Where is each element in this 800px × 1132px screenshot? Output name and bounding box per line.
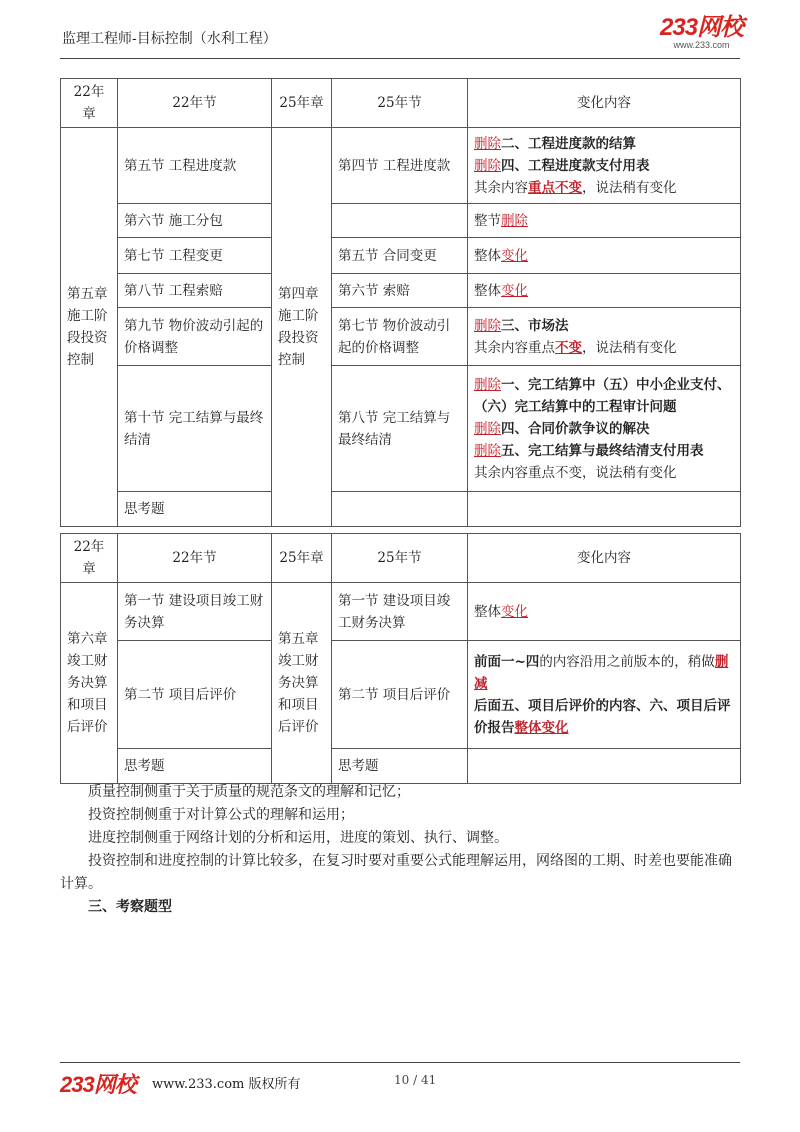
section-22-cell: 第九节 物价波动引起的价格调整 [118,308,272,366]
footer-copyright: www.233.com 版权所有 [152,1077,301,1092]
section-25-cell: 第四节 工程进度款 [332,128,468,204]
table-row [61,641,741,749]
change-text: 后面五、项目后评价的内容、六、项目后评价报告 [474,697,731,736]
paragraph: 投资控制侧重于对计算公式的理解和运用； [88,807,354,823]
table-row [61,492,741,527]
footer-divider [60,1062,740,1063]
change-line [474,601,734,623]
table-row [61,308,741,366]
change-keyword: 删除 [474,157,501,174]
comparison-table-chapter6 [60,533,741,784]
change-content-cell [468,204,741,238]
change-content-cell [468,274,741,308]
change-keyword: 变化 [501,247,528,264]
change-content-cell [468,492,741,527]
header-cell: 变化内容 [468,79,741,128]
table-row [61,749,741,784]
logo-url: www.233.com [673,40,730,50]
change-keyword: 删除 [474,420,501,437]
change-content-cell [468,366,741,492]
chapter-25-cell: 第四章施工阶段投资控制 [272,128,332,527]
logo-text: 233网校 [660,14,744,41]
change-text: 二、工程进度款的结算 [501,135,636,152]
header-cell: 25年章 [272,79,332,128]
change-content-cell [468,583,741,641]
table-row [61,366,741,492]
change-content-cell [468,308,741,366]
section-22-cell: 第七节 工程变更 [118,238,272,274]
comparison-table-chapter5 [60,78,741,527]
change-text: 五、完工结算与最终结清支付用表 [501,442,704,459]
change-text: 前面一~四 [474,653,540,670]
change-keyword: 变化 [501,603,528,620]
change-keyword: 删除 [474,442,501,459]
header-cell: 22年章 [61,534,118,583]
section-25-cell: 第八节 完工结算与最终结清 [332,366,468,492]
change-text: 三、市场法 [501,317,569,334]
section-22-cell: 第一节 建设项目竣工财务决算 [118,583,272,641]
section-25-cell: 思考题 [332,749,468,784]
header-cell: 22年节 [118,534,272,583]
header-cell: 22年节 [118,79,272,128]
section-22-cell: 第十节 完工结算与最终结清 [118,366,272,492]
change-line [474,315,734,337]
section-25-cell: 第一节 建设项目竣工财务决算 [332,583,468,641]
section-22-cell: 思考题 [118,749,272,784]
change-line [474,210,734,232]
change-keyword: 重点不变 [528,179,582,196]
change-keyword: 整体变化 [514,719,569,736]
change-text: 其余内容重点不变，说法稍有变化 [474,464,677,481]
change-content-cell [468,641,741,749]
change-text: 其余内容 [474,179,528,196]
section-25-cell [332,204,468,238]
header-cell: 25年节 [332,79,468,128]
paragraph: 投资控制和进度控制的计算比较多，在复习时要对重要公式能理解运用，网络图的工期、时差也要能准确计算。 [60,853,732,892]
change-line [474,133,734,155]
chapter-25-cell: 第五章竣工财务决算和项目后评价 [272,583,332,784]
brand-logo [660,16,743,50]
change-line [474,337,734,359]
header-divider [60,58,740,59]
change-keyword: 删除 [474,135,501,152]
change-keyword: 删除 [501,212,528,229]
change-line [474,177,734,199]
change-keyword: 删除 [474,317,501,334]
change-line [474,418,734,440]
section-22-cell: 第八节 工程索赔 [118,274,272,308]
section-25-cell: 第七节 物价波动引起的价格调整 [332,308,468,366]
change-line [474,651,734,695]
section-22-cell: 思考题 [118,492,272,527]
page-number: 10 / 41 [394,1073,437,1087]
footer-logo: 233网校 [60,1072,136,1097]
change-line [474,155,734,177]
change-content-cell [468,238,741,274]
change-text: 其余内容重点 [474,339,555,356]
chapter-22-cell: 第六章竣工财务决算和项目后评价 [61,583,118,784]
change-line [474,695,734,739]
change-line [474,245,734,267]
change-line [474,280,734,302]
section-22-cell: 第五节 工程进度款 [118,128,272,204]
change-line [474,440,734,462]
change-text: 四、工程进度款支付用表 [501,157,650,174]
change-text: 整体 [474,603,501,620]
change-text: ，说法稍有变化 [582,179,677,196]
change-keyword: 变化 [501,282,528,299]
section-25-cell: 第六节 索赔 [332,274,468,308]
section-25-cell: 第五节 合同变更 [332,238,468,274]
change-text: 整体 [474,247,501,264]
table-row [61,583,741,641]
document-header-title: 监理工程师-目标控制（水利工程） [62,31,277,47]
change-text: 整体 [474,282,501,299]
change-text: ，说法稍有变化 [582,339,677,356]
section-22-cell: 第二节 项目后评价 [118,641,272,749]
header-cell: 25年节 [332,534,468,583]
header-cell: 25年章 [272,534,332,583]
chapter-22-cell: 第五章施工阶段投资控制 [61,128,118,527]
header-cell: 变化内容 [468,534,741,583]
section-heading: 三、考察题型 [88,899,172,915]
section-22-cell: 第六节 施工分包 [118,204,272,238]
body-text [60,781,740,919]
header-cell: 22年章 [61,79,118,128]
table-row [61,238,741,274]
section-25-cell [332,492,468,527]
change-text: 四、合同价款争议的解决 [501,420,650,437]
paragraph: 进度控制侧重于网络计划的分析和运用，进度的策划、执行、调整。 [88,830,508,846]
change-content-cell [468,749,741,784]
change-text: 一、完工结算中（五）中小企业支付、（六）完工结算中的工程审计问题 [474,376,731,415]
paragraph: 质量控制侧重于关于质量的规范条文的理解和记忆； [88,784,410,800]
change-keyword: 不变 [555,339,582,356]
change-content-cell [468,128,741,204]
change-keyword: 删减 [474,653,729,692]
change-keyword: 删除 [474,376,501,393]
table-header-row [61,79,741,128]
change-line [474,374,734,418]
table-row [61,128,741,204]
table-header-row [61,534,741,583]
change-line [474,462,734,484]
table-row [61,274,741,308]
table-row [61,204,741,238]
change-text: 的内容沿用之前版本的，稍做 [539,653,715,670]
change-text: 整节 [474,212,501,229]
section-25-cell: 第二节 项目后评价 [332,641,468,749]
